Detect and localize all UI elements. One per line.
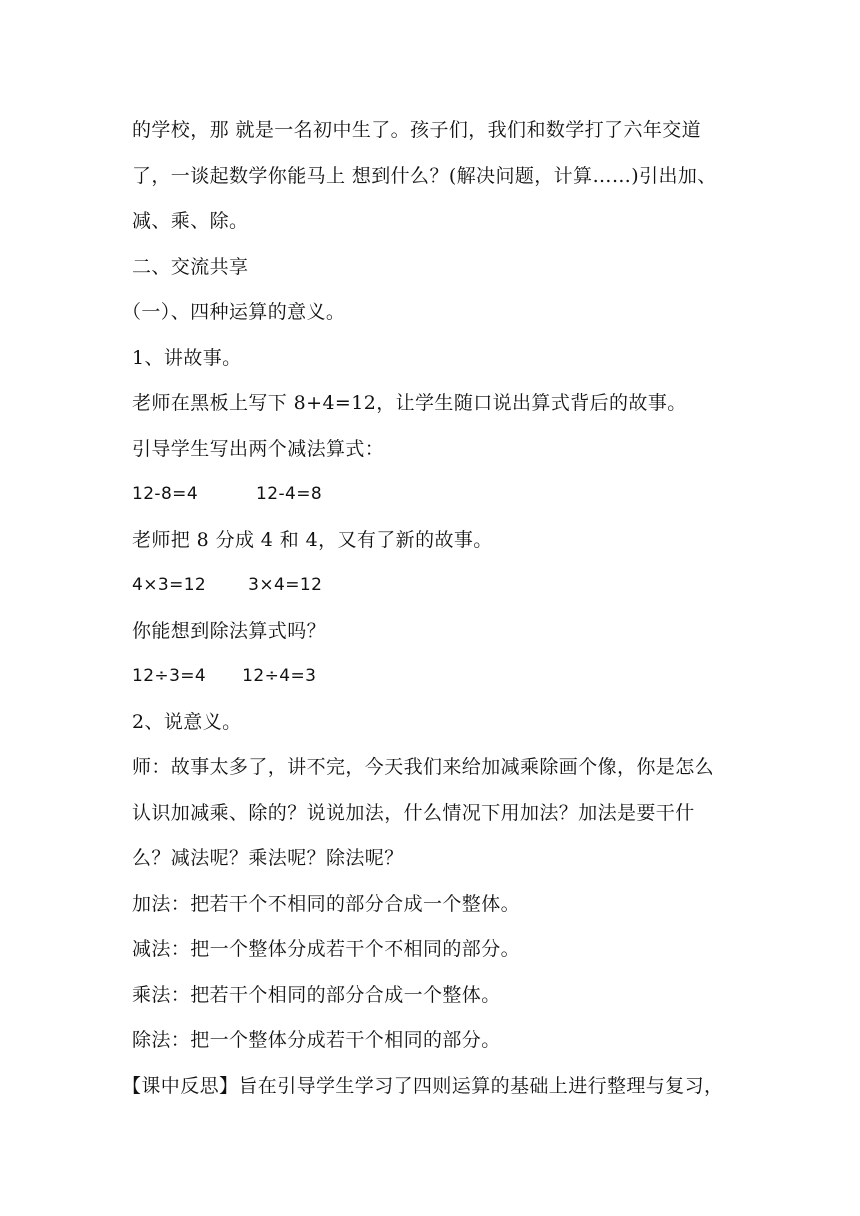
step-heading: 2、说意义。: [132, 710, 242, 733]
equation-row: [132, 654, 742, 700]
text-line: 了，一谈起数学你能马上 想到什么？(解决问题，计算……)引出加、: [132, 164, 717, 187]
section-heading: 二、交流共享: [132, 255, 249, 278]
reflection-line: 【课中反思】旨在引导学生学习了四则运算的基础上进行整理与复习，: [122, 1074, 724, 1097]
text-line: 你能想到除法算式吗？: [132, 619, 327, 642]
step-heading: 1、讲故事。: [132, 346, 242, 369]
equation: 12÷3=4: [132, 666, 207, 686]
definition-subtraction: 减法：把一个整体分成若干个不相同的部分。: [132, 938, 521, 960]
text-line: 么？减法呢？乘法呢？除法呢？: [132, 847, 404, 869]
document-body: [122, 108, 742, 1109]
subsection-heading: （一）、四种运算的意义。: [122, 301, 346, 323]
definition-division: 除法：把一个整体分成若干个相同的部分。: [132, 1029, 501, 1051]
definition-addition: 加法：把若干个不相同的部分合成一个整体。: [132, 892, 521, 915]
equation: 4×3=12: [132, 575, 207, 595]
text-line: 的学校，那 就是一名初中生了。孩子们，我们和数学打了六年交道: [132, 119, 702, 141]
text-line: 认识加减乘、除的？说说加法，什么情况下用加法？加法是要干什: [132, 801, 695, 824]
equation-row: [132, 472, 742, 518]
text-line: 师：故事太多了，讲不完，今天我们来给加减乘除画个像，你是怎么: [132, 756, 715, 778]
definition-multiplication: 乘法：把若干个相同的部分合成一个整体。: [132, 983, 501, 1006]
text-line: 减、乘、除。: [132, 210, 249, 232]
equation-row: [132, 563, 742, 609]
equation: 12-4=8: [256, 484, 323, 504]
equation: 12-8=4: [132, 484, 199, 504]
equation: 12÷4=3: [242, 666, 317, 686]
text-line: 老师在黑板上写下 8+4=12，让学生随口说出算式背后的故事。: [132, 392, 687, 414]
text-line: 老师把 8 分成 4 和 4，又有了新的故事。: [132, 528, 493, 551]
equation: 3×4=12: [248, 575, 323, 595]
text-line: 引导学生写出两个减法算式：: [132, 437, 385, 460]
